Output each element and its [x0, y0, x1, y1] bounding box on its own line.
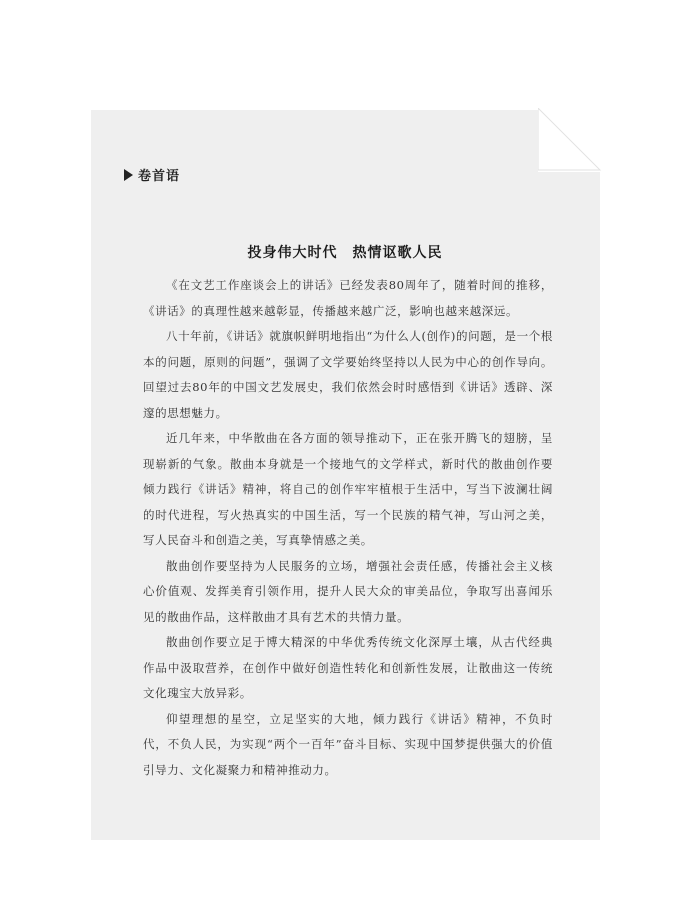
section-label [124, 165, 180, 184]
folded-corner-icon [538, 108, 602, 172]
paragraph: 《在文艺工作座谈会上的讲话》已经发表80周年了，随着时间的推移，《讲话》的真理性越来越彰显，传播越来越广泛，影响也越来越深远。 [143, 278, 553, 318]
paragraph: 仰望理想的星空，立足坚实的大地，倾力践行《讲话》精神，不负时代，不负人民，为实现“两个一百年”奋斗目标、实现中国梦提供强大的价值引导力、文化凝聚力和精神推动力。 [143, 711, 553, 777]
paragraph: 近几年来，中华散曲在各方面的领导推动下，正在张开腾飞的翅膀，呈现崭新的气象。散曲本身就是一个接地气的文学样式，新时代的散曲创作要倾力践行《讲话》精神，将自己的创作牢牢植根于生活中，写当下波澜壮阔的时代进程，写火热真实的中国生活，写一个民族的精气神，写山河之美，写人民奋斗和创造之美，写真挚情感之美。 [143, 431, 553, 547]
paragraph: 散曲创作要立足于博大精深的中华优秀传统文化深厚土壤，从古代经典作品中汲取营养，在创作中做好创造性转化和创新性发展，让散曲这一传统文化瑰宝大放异彩。 [143, 635, 553, 700]
article-title: 投身伟大时代 热情讴歌人民 [247, 245, 443, 261]
paragraph: 散曲创作要坚持为人民服务的立场，增强社会责任感，传播社会主义核心价值观、发挥美育引领作用，提升人民大众的审美品位，争取写出喜闻乐见的散曲作品，这样散曲才具有艺术的共情力量。 [143, 558, 553, 624]
paragraph: 八十年前，《讲话》就旗帜鲜明地指出“为什么人(创作)的问题，是一个根本的问题，原则的问题”，强调了文学要始终坚持以人民为中心的创作导向。回望过去80年的中国文艺发展史，我们依然会时时感悟到《讲话》透辟、深邃的思想魅力。 [143, 329, 553, 420]
play-triangle-icon [124, 169, 133, 181]
section-label-text: 卷首语 [138, 169, 181, 184]
article-body [143, 273, 553, 783]
